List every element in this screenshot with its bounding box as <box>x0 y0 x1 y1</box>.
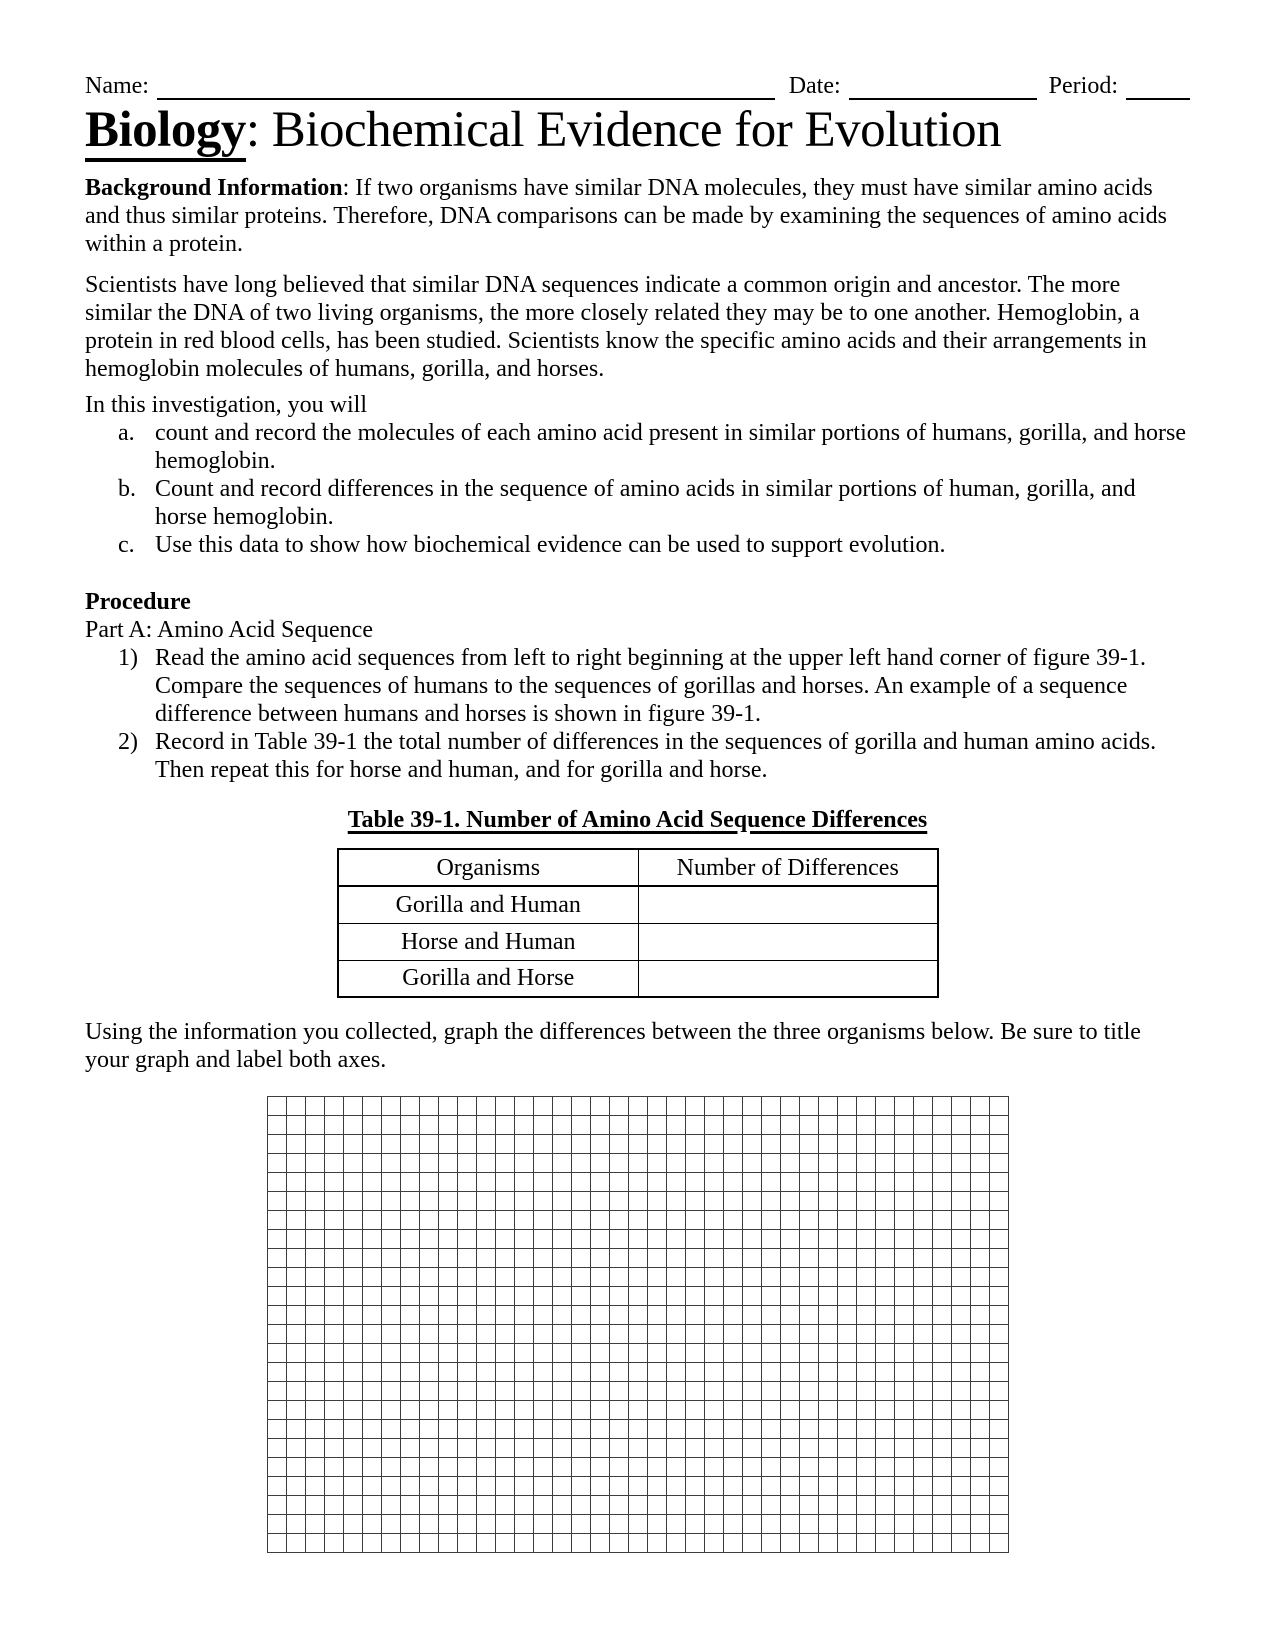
list-item <box>118 531 1190 559</box>
list-item-text: count and record the molecules of each amino acid present in similar portions of humans, gorilla, and horse hemoglobin. <box>155 420 1187 474</box>
differences-table <box>337 848 939 998</box>
page-title-rest: : Biochemical Evidence for Evolution <box>245 102 1002 158</box>
investigation-list <box>118 419 1190 559</box>
list-marker: a. <box>118 420 135 446</box>
name-label: Name: <box>85 73 149 99</box>
name-field[interactable] <box>157 76 775 100</box>
table-row <box>338 960 938 997</box>
step-text: Read the amino acid sequences from left to right beginning at the upper left hand corner of figure 39-1. Compare the sequences of humans to the sequences of gorillas and horses. An example of a sequence difference between humans and horses is shown in figure 39-1. <box>155 645 1146 727</box>
investigation-intro: In this investigation, you will <box>85 392 367 418</box>
procedure-step <box>118 644 1190 728</box>
list-marker: b. <box>118 476 136 502</box>
list-item-text: Use this data to show how biochemical evidence can be used to support evolution. <box>155 532 946 558</box>
table-row <box>338 886 938 923</box>
table-header-row <box>338 849 938 886</box>
page-title-subject: Biology <box>85 102 246 162</box>
table-title: Table 39-1. Number of Amino Acid Sequence Differences <box>347 807 928 833</box>
step-marker: 1) <box>118 645 138 671</box>
organisms-cell: Gorilla and Human <box>338 886 639 923</box>
scientists-paragraph: Scientists have long believed that similar DNA sequences indicate a common origin and ancestor. The more similar the DNA of two living organisms, the more closely related they may be to one another. Hemoglobin, a protein in red blood cells, has been studied. Scientists know the specific amino acids and their arrangements in hemoglobin molecules of humans, gorilla, and horses. <box>85 272 1147 382</box>
step-text: Record in Table 39-1 the total number of differences in the sequences of gorilla and human amino acids. Then repeat this for horse and human, and for gorilla and horse. <box>155 729 1157 783</box>
column-header-organisms: Organisms <box>338 849 639 886</box>
procedure-step <box>118 728 1190 784</box>
page-title <box>85 102 1190 158</box>
list-item <box>118 475 1190 531</box>
differences-answer-cell[interactable] <box>639 886 938 923</box>
organisms-cell: Horse and Human <box>338 923 639 960</box>
procedure-steps-list <box>118 644 1190 784</box>
procedure-subheading: Part A: Amino Acid Sequence <box>85 617 373 643</box>
organisms-cell: Gorilla and Horse <box>338 960 639 997</box>
investigation-section <box>85 391 1190 559</box>
graph-instructions: Using the information you collected, graph the differences between the three organisms below. Be sure to title your graph and label both axes. <box>85 1019 1141 1073</box>
differences-answer-cell[interactable] <box>639 923 938 960</box>
background-paragraph <box>85 174 1190 258</box>
graph-grid[interactable] <box>267 1096 1009 1553</box>
procedure-section <box>85 588 1190 784</box>
list-item-text: Count and record differences in the sequence of amino acids in similar portions of human, gorilla, and horse hemoglobin. <box>155 476 1136 530</box>
list-marker: c. <box>118 532 135 558</box>
background-label: Background Information <box>85 175 343 201</box>
column-header-differences: Number of Differences <box>639 849 938 886</box>
step-marker: 2) <box>118 729 138 755</box>
date-field[interactable] <box>849 76 1037 100</box>
table-row <box>338 923 938 960</box>
header-fields-row <box>85 72 1190 100</box>
date-label: Date: <box>788 73 841 99</box>
period-field[interactable] <box>1126 76 1190 100</box>
period-label: Period: <box>1048 73 1118 99</box>
differences-answer-cell[interactable] <box>639 960 938 997</box>
procedure-heading: Procedure <box>85 589 191 615</box>
background-text: : If two organisms have similar DNA molecules, they must have similar amino acids and thus similar proteins. Therefore, DNA comparisons can be made by examining the sequences of amino acids within a protein. <box>85 175 1167 257</box>
list-item <box>118 419 1190 475</box>
